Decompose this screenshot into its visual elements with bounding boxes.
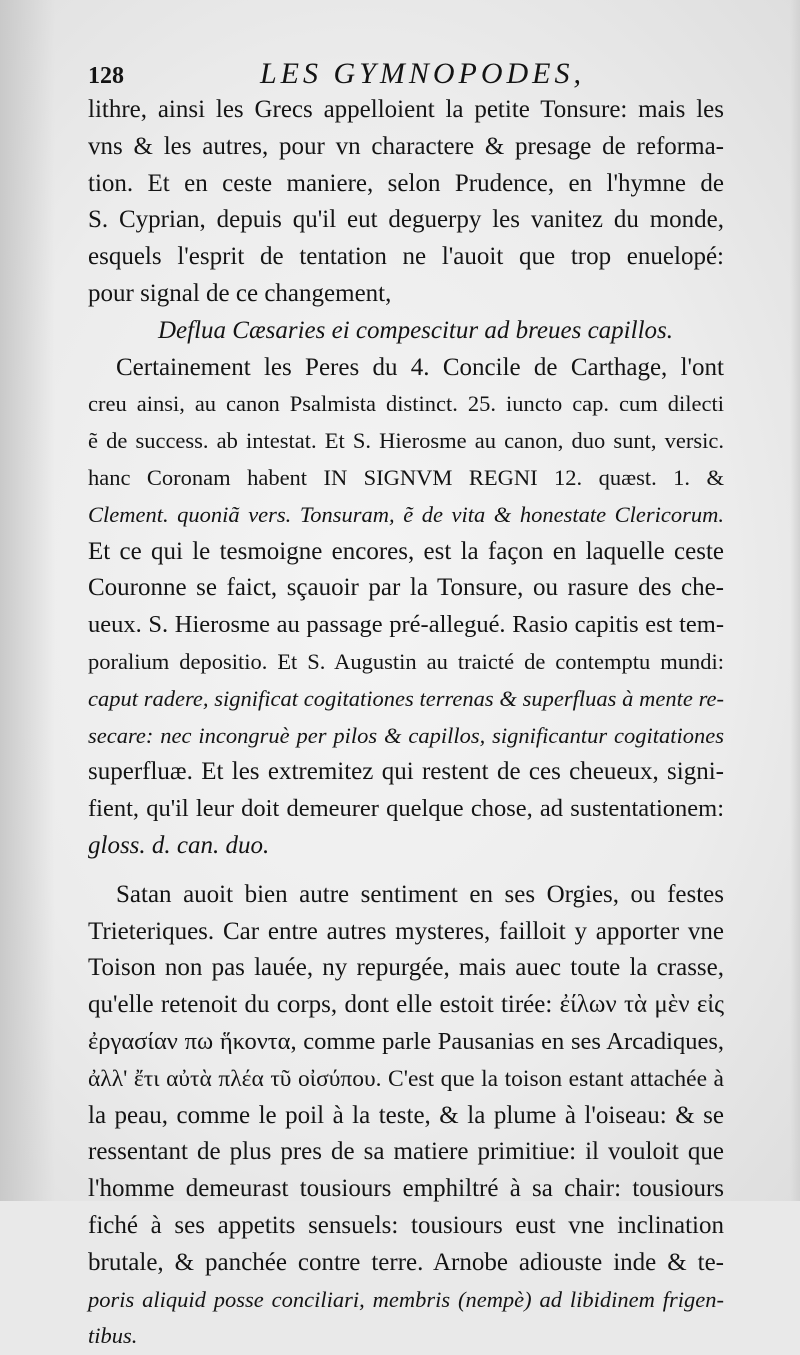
text-line: tion. Et en ceste maniere, selon Prudence, en l'hymne de [88,169,724,197]
text-line: Et ce qui le tesmoigne encores, est la façon en laquelle ceste [88,537,724,565]
body-text [88,92,724,1355]
text-line: ueux. S. Hierosme au passage pré-allegué. Rasio capitis est tem- [88,611,724,639]
page-edge [790,0,800,1201]
text-line: poris aliquid posse conciliari, membris (nempè) ad libidinem frigen- [88,1286,724,1312]
text-line: Satan auoit bien autre sentiment en ses Orgies, ou festes [116,880,724,908]
text-line: qu'elle retenoit du corps, dont elle estoit tirée: ἐίλων τὰ μὲν εἰς [88,991,724,1019]
text-line: vns & les autres, pour vn charactere & presage de reforma- [88,132,724,160]
text-line: caput radere, significat cogitationes terrenas & superfluas à mente re- [88,685,724,711]
text-line: hanc Coronam habent IN SIGNVM REGNI 12. quæst. 1. & [88,464,724,490]
text-line: Couronne se faict, sçauoir par la Tonsure, ou rasure des che- [88,574,724,602]
gutter-shadow [0,0,55,1201]
text-line: ἐργασίαν πω ἥκοντα, comme parle Pausanias en ses Arcadiques, [88,1027,724,1055]
text-line: pour signal de ce changement, [88,279,392,307]
text-line: ẽ de success. ab intestat. Et S. Hierosme au canon, duo sunt, versic. [88,428,724,454]
text-line: Toison non pas lauée, ny repurgée, mais auec toute la crasse, [88,954,724,982]
text-line: ressentant de plus pres de sa matiere primitiue: il vouloit que [88,1138,724,1166]
text-line: l'homme demeurast tousiours emphiltré à sa chair: tousiours [88,1175,724,1203]
text-line: poralium depositio. Et S. Augustin au traicté de contemptu mundi: [88,648,724,674]
page-number: 128 [88,63,124,89]
page-header [88,57,728,91]
verse-quotation: Deflua Cæsaries ei compescitur ad breues capillos. [158,316,673,344]
text-line: Certainement les Peres du 4. Concile de Carthage, l'ont [116,353,724,381]
text-line: Trieteriques. Car entre autres mysteres, failloit y apporter vne [88,917,724,945]
text-line: secare: nec incongruè per pilos & capillos, significantur cogitationes [88,722,724,748]
text-line: ἀλλ' ἔτι αὐτὰ πλέα τῦ οἰσύπου. C'est que la toison estant attachée à [88,1065,724,1092]
running-title: LES GYMNOPODES, [260,57,586,90]
text-line: la peau, comme le poil à la teste, & la plume à l'oiseau: & se [88,1101,724,1129]
text-line: brutale, & panchée contre terre. Arnobe adiouste inde & te- [88,1248,724,1276]
text-line: gloss. d. can. duo. [88,831,270,859]
text-line: creu ainsi, au canon Psalmista distinct. 25. iuncto cap. cum dilecti [88,391,724,417]
text-line: superfluæ. Et les extremitez qui restent de ces cheueux, signi- [88,758,724,786]
text-line: fiché à ses appetits sensuels: tousiours eust vne inclination [88,1211,724,1239]
text-line: lithre, ainsi les Grecs appelloient la petite Tonsure: mais les [88,96,724,123]
text-line: fient, qu'il leur doit demeurer quelque chose, ad sustentationem: [88,795,724,823]
text-line: esquels l'esprit de tentation ne l'auoit que trop enuelopé: [88,243,724,271]
text-line: Clement. quoniã vers. Tonsuram, ẽ de vita & honestate Clericorum. [88,501,724,527]
text-line: S. Cyprian, depuis qu'il eut deguerpy les vanitez du monde, [88,206,724,234]
text-line: tibus. [88,1323,138,1349]
